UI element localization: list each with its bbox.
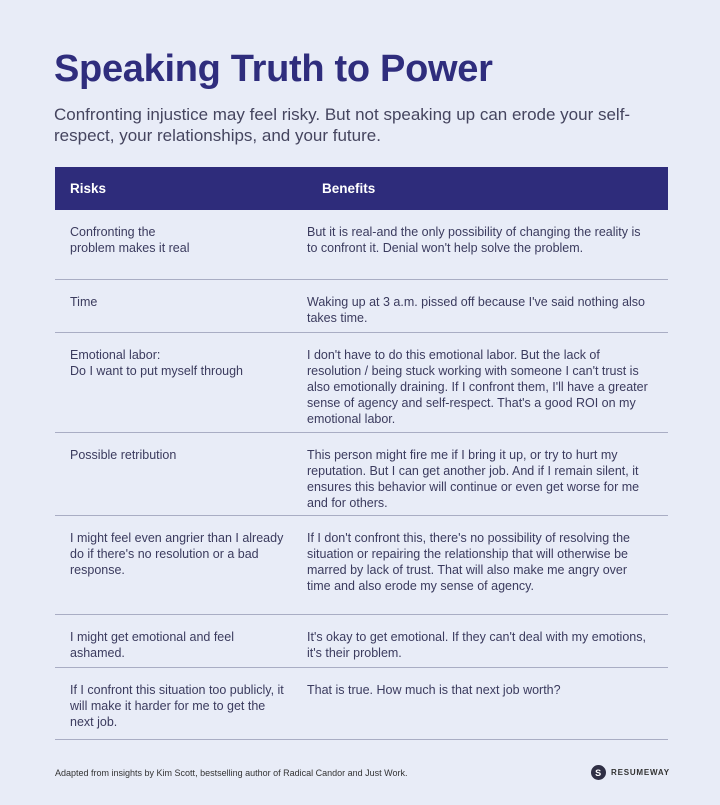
- table-header: [55, 167, 668, 210]
- benefit-cell: It's okay to get emotional. If they can't deal with my emotions, it's their problem.: [307, 630, 646, 660]
- risk-cell: If I confront this situation too publicly, it will make it harder for me to get the next job.: [70, 683, 284, 729]
- table-row: [55, 333, 668, 433]
- header-benefits: Benefits: [322, 181, 376, 196]
- risk-cell: Confronting the problem makes it real: [70, 225, 190, 255]
- benefit-cell: That is true. How much is that next job worth?: [307, 683, 561, 697]
- table-row: [55, 615, 668, 668]
- footer-credit: Adapted from insights by Kim Scott, bestselling author of Radical Candor and Just Work.: [55, 768, 408, 778]
- risk-cell: Emotional labor: Do I want to put myself through: [70, 348, 244, 378]
- table-row: [55, 280, 668, 333]
- benefit-cell: I don't have to do this emotional labor. But the lack of resolution / being stuck working with someone I can't trust is also emotionally draining. If I confront them, I'll have a greater sense of agency and self-respect. That's a good ROI on my emotional labor.: [307, 348, 648, 426]
- benefit-cell: But it is real-and the only possibility of changing the reality is to confront it. Denial won't help solve the problem.: [307, 225, 641, 255]
- subtitle: Confronting injustice may feel risky. But not speaking up can erode your self-respect, your relationships, and your future.: [54, 105, 631, 145]
- risk-cell: Possible retribution: [70, 448, 177, 462]
- table-row: [55, 668, 668, 740]
- table-row: [55, 433, 668, 516]
- page-title: Speaking Truth to Power: [54, 48, 493, 90]
- benefit-cell: This person might fire me if I bring it up, or try to hurt my reputation. But I can get another job. And if I remain silent, it ensures this behavior will continue or even get worse for me and for others.: [307, 448, 640, 510]
- risk-cell: I might feel even angrier than I already do if there's no resolution or a bad response.: [70, 531, 284, 577]
- benefit-cell: If I don't confront this, there's no possibility of resolving the situation or repairing the relationship that will otherwise be marred by lack of trust. That will also make me angry over time and also erode my sense of agency.: [307, 531, 630, 593]
- risk-cell: Time: [70, 295, 98, 309]
- brand-logo: [591, 765, 670, 780]
- resumeway-logo-icon: S: [591, 765, 606, 780]
- table-row: [55, 210, 668, 280]
- risk-cell: I might get emotional and feel ashamed.: [70, 630, 234, 660]
- brand-name: RESUMEWAY: [611, 768, 670, 777]
- table-row: [55, 516, 668, 615]
- risks-benefits-table: [55, 167, 668, 740]
- header-risks: Risks: [70, 181, 107, 196]
- benefit-cell: Waking up at 3 a.m. pissed off because I've said nothing also takes time.: [307, 295, 646, 325]
